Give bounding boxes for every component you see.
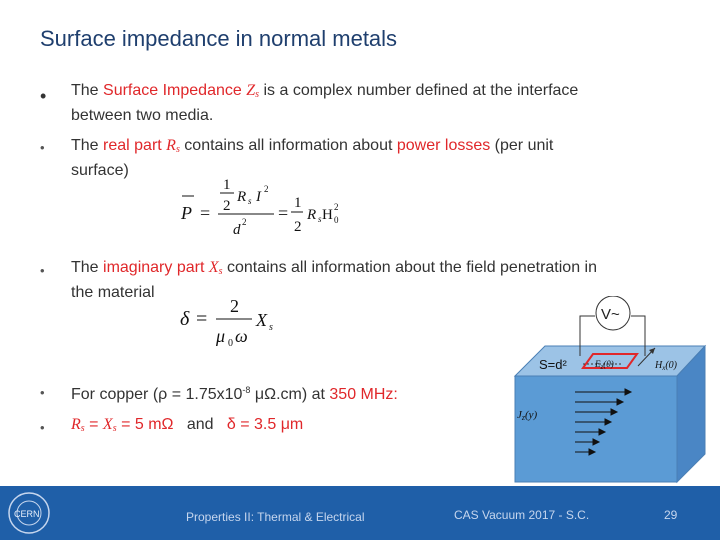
eq-H: H bbox=[322, 207, 333, 223]
bullet-text: is a complex number defined at the interface bbox=[259, 82, 579, 99]
symbol-sub: s bbox=[175, 144, 180, 155]
bullet-marker: • bbox=[40, 140, 45, 155]
symbol-X: X bbox=[102, 416, 113, 433]
eq-sup: 2 bbox=[264, 184, 269, 194]
bullet-marker: • bbox=[40, 420, 45, 435]
symbol-sub: s bbox=[112, 423, 117, 434]
bullet-result: $R_s = X_s = 5$ mΩ and δ = 3.5 μm bbox=[71, 416, 304, 434]
highlight-text: 350 MHz: bbox=[329, 386, 398, 403]
bullet-text: surface) bbox=[71, 162, 129, 179]
eq-I: I bbox=[256, 189, 261, 205]
bullet-text: (per unit bbox=[490, 137, 554, 154]
bullet-marker: • bbox=[40, 86, 47, 106]
ez-label: $E_z(0)$ bbox=[595, 359, 614, 371]
bullet-text: and bbox=[186, 416, 214, 433]
eq-sub: 0 bbox=[334, 215, 339, 225]
eq-sub: s bbox=[269, 322, 273, 333]
bullet-text: contains all information about bbox=[179, 137, 397, 154]
svg-text:=: = bbox=[200, 203, 211, 223]
bullet-text: the material bbox=[71, 284, 155, 301]
eq-sub: s bbox=[248, 196, 252, 206]
bullet-copper bbox=[71, 380, 398, 405]
eq-num: 2 bbox=[230, 296, 239, 316]
bullet-text: The bbox=[71, 259, 104, 276]
eq-sup: 2 bbox=[242, 217, 247, 227]
hx-label: $H_x(0)$ bbox=[655, 360, 678, 372]
svg-text:=: = bbox=[196, 308, 208, 330]
bullet-text: For copper (ρ = 1.75x10 bbox=[71, 386, 243, 403]
eq-d: d bbox=[233, 222, 241, 238]
highlight-text: power losses bbox=[396, 137, 491, 154]
exponent: -8 bbox=[242, 385, 251, 395]
symbol-X: X bbox=[208, 259, 219, 276]
eq-sub: 0 bbox=[228, 338, 233, 348]
eq-sup: 2 bbox=[334, 202, 339, 212]
eq-R: R bbox=[237, 189, 247, 205]
bullet-marker: • bbox=[40, 385, 45, 400]
highlight-text: imaginary part bbox=[103, 259, 209, 276]
footer-bar bbox=[0, 486, 720, 540]
eq-omega: ω bbox=[235, 326, 248, 346]
eq-X: X bbox=[256, 310, 267, 330]
eq-num: 1 bbox=[223, 177, 231, 193]
svg-text:=: = bbox=[278, 203, 289, 223]
jz-label: Jz(y) bbox=[517, 409, 538, 422]
eq-mu: μ bbox=[216, 326, 226, 346]
eq-num: 2 bbox=[223, 198, 231, 214]
highlight-text: Surface Impedance bbox=[103, 82, 247, 99]
eq-num: 1 bbox=[294, 195, 302, 211]
symbol-Z: Z bbox=[246, 82, 256, 99]
footer-course: Properties II: Thermal & Electrical bbox=[186, 510, 365, 524]
page-number: 29 bbox=[664, 508, 678, 522]
result-delta: δ = 3.5 μm bbox=[226, 416, 304, 433]
highlight-text: real part bbox=[103, 137, 167, 154]
power-equation bbox=[170, 170, 350, 242]
symbol-sub: s bbox=[218, 266, 223, 277]
area-label: S=d² bbox=[539, 357, 567, 372]
bullet-text: The bbox=[71, 137, 104, 154]
eq-num: 2 bbox=[294, 219, 302, 235]
voltage-label: V~ bbox=[601, 306, 620, 323]
bullet-marker: • bbox=[40, 263, 45, 278]
bullet-surface-impedance bbox=[71, 80, 578, 126]
symbol-sub: s bbox=[255, 89, 260, 100]
cern-logo-icon bbox=[6, 490, 52, 536]
logo-text: CERN bbox=[14, 509, 40, 519]
bullet-text: between two media. bbox=[71, 107, 214, 124]
eq-sub: s bbox=[318, 214, 322, 224]
metal-block-figure bbox=[505, 296, 715, 486]
bullet-text: contains all information about the field penetration in bbox=[222, 259, 597, 276]
symbol-sub: s bbox=[80, 423, 85, 434]
symbol-R: R bbox=[71, 416, 81, 433]
symbol-R: R bbox=[166, 137, 176, 154]
result-value: = 5 mΩ bbox=[121, 416, 174, 433]
bullet-text: μΩ.cm) at bbox=[250, 386, 330, 403]
bullet-text: The bbox=[71, 82, 104, 99]
slide-title: Surface impedance in normal metals bbox=[40, 26, 398, 51]
skin-depth-equation bbox=[178, 292, 288, 348]
eq-delta: δ bbox=[180, 308, 190, 330]
footer-event: CAS Vacuum 2017 - S.C. bbox=[454, 508, 590, 522]
eq-R: R bbox=[307, 207, 317, 223]
eq-lhs: P bbox=[181, 203, 192, 223]
